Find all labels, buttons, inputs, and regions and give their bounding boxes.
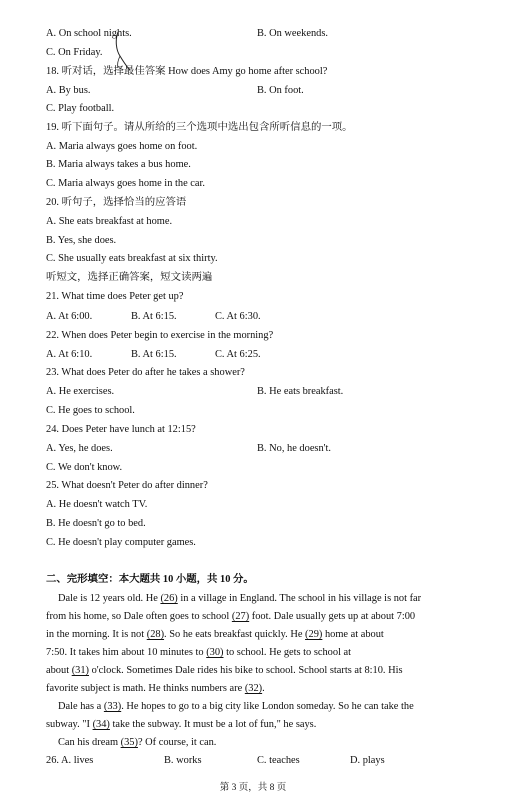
q19-question: 19. 听下面句子。请从所给的三个选项中选出包含所听信息的一项。: [46, 122, 353, 133]
q17-option-a: A. On school nights.: [46, 28, 132, 39]
passage-line: favorite subject is math. He thinks numbers are (32).: [46, 683, 265, 694]
passage-instruction: 听短文，选择正确答案，短文读两遍: [46, 272, 213, 283]
q26-option-d: D. plays: [350, 755, 385, 766]
q23-question: 23. What does Peter do after he takes a shower?: [46, 367, 245, 378]
q18-option-a: A. By bus.: [46, 85, 91, 96]
q22-option-b: B. At 6:15.: [131, 349, 177, 360]
q22-option-a: A. At 6:10.: [46, 349, 93, 360]
q26-option-c: C. teaches: [257, 755, 300, 766]
q22-question: 22. When does Peter begin to exercise in the morning?: [46, 330, 274, 341]
blank-26: (26): [160, 593, 178, 604]
q25-option-b: B. He doesn't go to bed.: [46, 518, 146, 529]
q24-option-c: C. We don't know.: [46, 462, 123, 473]
q19-option-c: C. Maria always goes home in the car.: [46, 178, 205, 189]
passage-line: Can his dream (35)? Of course, it can.: [58, 737, 217, 748]
passage-line: subway. "I (34) take the subway. It must be a lot of fun," he says.: [46, 719, 317, 730]
passage-line: in the morning. It is not (28). So he eats breakfast quickly. He (29) home at about: [46, 629, 384, 640]
blank-31: (31): [71, 665, 89, 676]
blank-30: (30): [206, 647, 224, 658]
blank-35: (35): [120, 737, 138, 748]
q24-question: 24. Does Peter have lunch at 12:15?: [46, 424, 196, 435]
q23-option-c: C. He goes to school.: [46, 405, 135, 416]
q21-option-a: A. At 6:00.: [46, 311, 93, 322]
blank-29: (29): [305, 629, 323, 640]
q23-option-b: B. He eats breakfast.: [257, 386, 344, 397]
q20-option-a: A. She eats breakfast at home.: [46, 216, 173, 227]
passage-line: from his home, so Dale often goes to school (27) foot. Dale usually gets up at about 7:00: [46, 611, 416, 622]
blank-33: (33): [103, 701, 122, 712]
blank-32: (32): [244, 683, 263, 694]
q22-option-c: C. At 6:25.: [215, 349, 261, 360]
passage-line: about (31) o'clock. Sometimes Dale rides his bike to school. School starts at 8:10. His: [46, 665, 403, 676]
blank-34: (34): [92, 719, 110, 730]
q19-option-a: A. Maria always goes home on foot.: [46, 141, 198, 152]
passage-line: Dale is 12 years old. He (26) in a village in England. The school in his village is not far: [58, 593, 422, 604]
q26-option-b: B. works: [164, 755, 202, 766]
q18-option-b: B. On foot.: [257, 85, 304, 96]
q25-question: 25. What doesn't Peter do after dinner?: [46, 480, 208, 491]
passage-line: 7:50. It takes him about 10 minutes to (30) to school. He gets to school at: [46, 647, 352, 658]
q26-option-a: 26. A. lives: [46, 755, 94, 766]
page-footer: 第 3 页，共 8 页: [219, 783, 287, 793]
q21-option-b: B. At 6:15.: [131, 311, 177, 322]
blank-28: (28): [146, 629, 165, 640]
q24-option-a: A. Yes, he does.: [46, 443, 113, 454]
passage-line: Dale has a (33). He hopes to go to a big city like London someday. So he can take the: [58, 701, 414, 712]
q20-question: 20. 听句子，选择恰当的应答语: [46, 197, 187, 208]
blank-27: (27): [231, 611, 250, 622]
q18-option-c: C. Play football.: [46, 103, 115, 114]
q17-option-c: C. On Friday.: [46, 47, 103, 58]
q17-option-b: B. On weekends.: [257, 28, 328, 39]
q24-option-b: B. No, he doesn't.: [257, 443, 332, 454]
q20-option-c: C. She usually eats breakfast at six thirty.: [46, 253, 218, 264]
cloze-section-heading: 二、完形填空：本大题共 10 小题，共 10 分。: [46, 574, 254, 585]
q25-option-c: C. He doesn't play computer games.: [46, 537, 196, 548]
q21-option-c: C. At 6:30.: [215, 311, 261, 322]
q25-option-a: A. He doesn't watch TV.: [46, 499, 148, 510]
q20-option-b: B. Yes, she does.: [46, 235, 117, 246]
q21-question: 21. What time does Peter get up?: [46, 291, 184, 302]
q19-option-b: B. Maria always takes a bus home.: [46, 159, 191, 170]
q23-option-a: A. He exercises.: [46, 386, 115, 397]
q18-question: 18. 听对话，选择最佳答案 How does Amy go home after school?: [46, 66, 328, 77]
